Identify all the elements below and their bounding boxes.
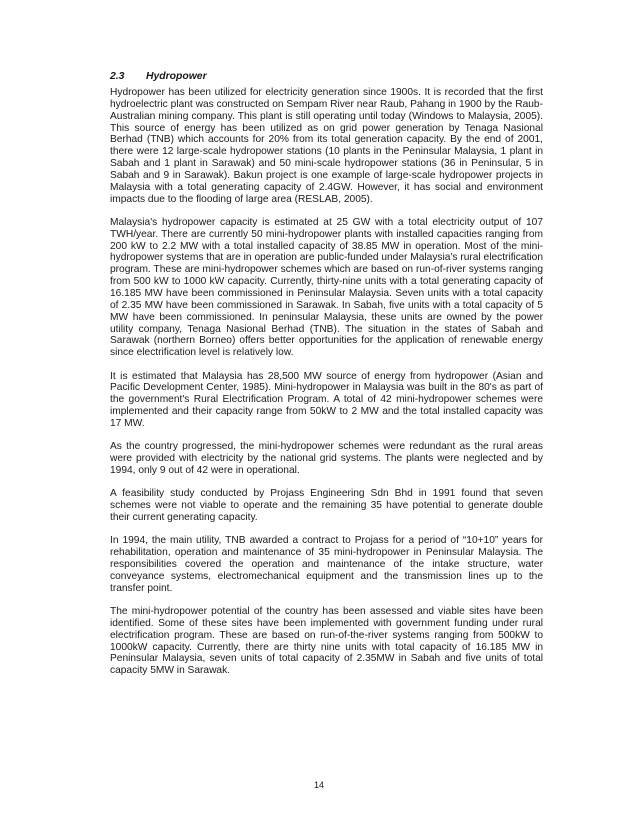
paragraph-6: In 1994, the main utility, TNB awarded a contract to Projass for a period of “10+10” years for rehabilitation, operation and maintenance of 35 mini-hydropower in Peninsular Malaysia. The responsibilities covered the operation and maintenance of the intake structure, water conveyance systems, electromechanical equipment and the transmission lines up to the transfer point. <box>110 535 543 594</box>
paragraph-7: The mini-hydropower potential of the country has been assessed and viable sites have been identified. Some of these sites have been implemented with government funding under rural electrification program. These are based on run-of-the-river systems ranging from 500kW to 1000kW capacity. Currently, there are thirty nine units with total capacity of 16.185 MW in Peninsular Malaysia, seven units of total capacity of 2.35MW in Sabah and five units of total capacity 5MW in Sarawak. <box>110 606 543 677</box>
section-heading <box>110 70 543 83</box>
section-number: 2.3 <box>110 71 125 82</box>
section-title: Hydropower <box>146 71 207 82</box>
paragraph-1: Hydropower has been utilized for electricity generation since 1900s. It is recorded that the first hydroelectric plant was constructed on Sempam River near Raub, Pahang in 1900 by the Raub-Australian mining company. This plant is still operating until today (Windows to Malaysia, 2005). This source of energy has been utilized as on grid power generation by Tenaga Nasional Berhad (TNB) which accounts for 20% from its total generation capacity. By the end of 2001, there were 12 large-scale hydropower stations (10 plants in the Peninsular Malaysia, 1 plant in Sabah and 1 plant in Sarawak) and 50 mini-scale hydropower stations (36 in Peninsular, 5 in Sabah and 9 in Sarawak). Bakun project is one example of large-scale hydropower projects in Malaysia with a total generating capacity of 2.4GW. However, it has social and environment impacts due to the flooding of large area (RESLAB, 2005). <box>110 87 543 205</box>
paragraph-3: It is estimated that Malaysia has 28,500 MW source of energy from hydropower (Asian and Pacific Development Center, 1985). Mini-hydropower in Malaysia was built in the 80's as part of the government's Rural Electrification Program. A total of 42 mini-hydropower schemes were implemented and their capacity range from 50kW to 2 MW and the total installed capacity was 17 MW. <box>110 370 543 429</box>
paragraph-5: A feasibility study conducted by Projass Engineering Sdn Bhd in 1991 found that seven schemes were not viable to operate and the remaining 35 have potential to generate double their current generating capacity. <box>110 488 543 523</box>
page-number: 14 <box>313 780 324 790</box>
document-page <box>110 70 543 689</box>
paragraph-4: As the country progressed, the mini-hydropower schemes were redundant as the rural areas were provided with electricity by the national grid systems. The plants were neglected and by 1994, only 9 out of 42 were in operational. <box>110 441 543 476</box>
paragraph-2: Malaysia's hydropower capacity is estimated at 25 GW with a total electricity output of 107 TWH/year. There are currently 50 mini-hydropower plants with installed capacities ranging from 200 kW to 2.2 MW with a total installed capacity of 38.85 MW in operation. Most of the mini-hydropower systems that are in operation are public-funded under Malaysia's rural electrification program. These are mini-hydropower schemes which are based on run-of-river systems ranging from 500 kW to 1000 kW capacity. Currently, thirty-nine units with a total generating capacity of 16.185 MW have been commissioned in Peninsular Malaysia. Seven units with a total capacity of 2.35 MW have been commissioned in Sarawak. In Sabah, five units with a total capacity of 5 MW have been commissioned. In peninsular Malaysia, these units are owned by the power utility company, Tenaga Nasional Berhad (TNB). The situation in the states of Sabah and Sarawak (northern Borneo) offers better opportunities for the application of renewable energy since electrification level is relatively low. <box>110 216 543 359</box>
